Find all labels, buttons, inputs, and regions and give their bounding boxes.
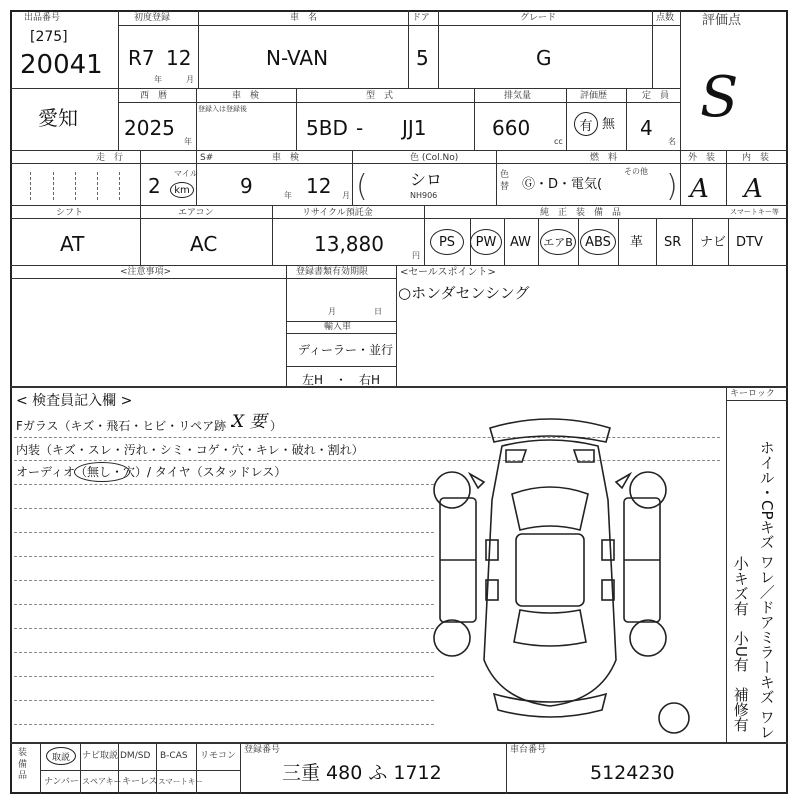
fuel-options: Ⓖ・D・電気( — [522, 177, 603, 192]
footer-item-remote: リモコン — [200, 751, 237, 761]
equip-pw — [470, 229, 502, 255]
exterior-value: A — [690, 174, 709, 204]
inspector-line3: オーディオ（無し・穴）/ タイヤ（スタッドレス） — [16, 465, 287, 479]
equip-abs — [580, 229, 616, 255]
footer-item-smartkey: スマートキー — [158, 777, 203, 786]
grade: G — [536, 46, 552, 70]
interior-label: 内 装 — [742, 153, 770, 163]
shift-value: AT — [60, 232, 85, 256]
history-label: 評価歴 — [580, 91, 608, 101]
shaken-month-unit: 月 — [342, 191, 350, 200]
lot-number: 20041 — [20, 50, 103, 80]
spare-tire-icon — [656, 700, 692, 736]
capacity-unit: 名 — [668, 137, 676, 146]
model-code: JJ1 — [402, 116, 427, 140]
handle-value: 左H ・ 右H — [302, 373, 381, 387]
inspector-line1: Fガラス（キズ・飛石・ヒビ・リペア跡・ — [16, 419, 239, 433]
capacity-label: 定 員 — [642, 91, 670, 101]
recycle-label: リサイクル預託金 — [302, 208, 373, 218]
mileage-label: 走 行 — [96, 153, 124, 163]
aircon-value: AC — [190, 232, 218, 256]
color-value: シロ — [410, 170, 443, 189]
shift-label: シフト — [56, 208, 84, 218]
notes-label: <注意事項> — [120, 267, 172, 277]
model-dash: - — [356, 116, 364, 140]
model-prefix: 5BD — [306, 116, 348, 140]
capacity: 4 — [640, 116, 653, 140]
mileage-digit-grid — [30, 172, 141, 200]
footer-item-navi-manual: ナビ取説 — [82, 751, 119, 761]
chassis-value: 5124230 — [590, 762, 675, 784]
recycle-value: 13,880 — [314, 232, 384, 256]
car-name: N-VAN — [266, 46, 329, 70]
footer-side-label: 装備品 — [18, 748, 28, 782]
shaken-year: 9 — [240, 174, 253, 198]
equip-aw: AW — [510, 235, 532, 250]
reg-period-label: 登録書類有効期限 — [296, 267, 369, 277]
import-value: ディーラー・並行 — [298, 343, 394, 357]
color-bracket-open: ( — [356, 169, 368, 204]
inspector-line1-mark: X 要 — [232, 412, 267, 432]
inspection-label: 車 検 — [232, 91, 260, 101]
displacement-label: 排気量 — [504, 91, 532, 101]
keylock-label: キーロック — [730, 389, 775, 399]
equip-pw-label: PW — [475, 234, 497, 250]
smartkey-label: スマートキー等 — [730, 208, 779, 216]
sales-label: <セールスポイント> — [400, 267, 496, 278]
history-yes: 有 — [579, 118, 593, 134]
year-label: 西 暦 — [140, 91, 168, 101]
inspection-note: 登録入は登録後 — [198, 105, 247, 113]
equipment-label: 純 正 装 備 品 — [540, 208, 622, 218]
reg-month-unit: 月 — [328, 307, 336, 316]
score-label: 評価点 — [702, 13, 742, 28]
shaken-year-unit: 年 — [284, 191, 292, 200]
displacement: 660 — [492, 116, 531, 140]
car-diagram — [430, 410, 670, 740]
score-col-label: 点数 — [656, 13, 675, 23]
inspector-line2: 内装（キズ・スレ・汚れ・シミ・コゲ・穴・キレ・破れ・割れ） — [16, 443, 364, 457]
mile-label: マイル — [174, 169, 198, 178]
legend-col1: ホイル・CPキズ ワレ／ドアミラーキズ ワレ — [757, 440, 776, 740]
footer-item-keyless: キーレス — [122, 777, 158, 787]
car-name-label: 車 名 — [290, 13, 318, 23]
legend-col2: 小キズ有 小U有 補修有 — [731, 556, 750, 732]
footer-item-number: ナンバー — [44, 777, 79, 787]
equip-airbag-label: エアB — [543, 236, 573, 249]
shaken-label: 車 検 — [272, 153, 300, 163]
equip-leather: 革 — [630, 235, 644, 250]
footer-item-dm-sd: DM/SD — [120, 751, 151, 761]
km-circle — [170, 182, 194, 198]
history-no: 無 — [602, 117, 616, 132]
first-reg-year-unit: 年 — [154, 75, 162, 84]
aircon-label: エアコン — [178, 208, 214, 218]
prefecture: 愛知 — [38, 106, 78, 130]
equip-dtv: DTV — [736, 235, 763, 250]
history-yes-circle — [574, 112, 598, 136]
color-label: 色 (Col.No) — [410, 153, 459, 163]
footer-item-spare-key: スペアキー — [82, 777, 122, 786]
year-unit: 年 — [184, 137, 192, 146]
first-reg-label: 初度登録 — [134, 13, 171, 23]
plate-value: 三重 480 ふ 1712 — [282, 762, 442, 784]
interior-value: A — [744, 174, 763, 204]
chassis-label: 車台番号 — [510, 745, 547, 755]
plate-label: 登録番号 — [244, 745, 281, 755]
import-label: 輸入車 — [324, 322, 352, 332]
exterior-label: 外 装 — [688, 153, 716, 163]
shaken-month: 12 — [306, 174, 332, 198]
cc-unit: cc — [554, 137, 563, 146]
mileage-value: 2 — [148, 174, 161, 198]
fuel-other-label: その他 — [624, 167, 648, 176]
recycle-unit: 円 — [412, 251, 420, 260]
km-label: km — [174, 184, 190, 196]
first-reg-month: 12 — [166, 46, 192, 70]
year-value: 2025 — [124, 116, 175, 140]
footer-item-bcas: B-CAS — [160, 751, 188, 761]
color-change-label: 色替 — [500, 170, 510, 192]
model-label: 型 式 — [366, 91, 394, 101]
color-code: NH906 — [410, 191, 438, 200]
lot-bracket: [275] — [30, 29, 68, 45]
equip-ps-label: PS — [438, 234, 456, 250]
equip-navi: ナビ — [700, 235, 727, 250]
grade-label: グレード — [520, 13, 557, 23]
sales-point: ○ホンダセンシング — [398, 284, 530, 302]
inspector-title: < 検査員記入欄 > — [16, 393, 133, 409]
equip-airbag — [540, 229, 576, 255]
doors: 5 — [416, 46, 429, 70]
footer-item-manual-label: 取説 — [51, 752, 70, 763]
inspector-line1-end: ） — [270, 419, 283, 433]
footer-item-manual — [46, 747, 76, 765]
fuel-label: 燃 料 — [590, 153, 618, 163]
sticker-label: S# — [200, 153, 214, 163]
reg-day-unit: 日 — [374, 307, 382, 316]
audio-circle-mark — [74, 462, 130, 482]
fuel-bracket-close: ) — [666, 169, 678, 204]
lot-label: 出品番号 — [24, 13, 61, 23]
equip-ps — [430, 229, 464, 255]
score-value: S — [700, 65, 739, 130]
equip-abs-label: ABS — [585, 234, 611, 250]
first-reg-month-unit: 月 — [186, 75, 194, 84]
equip-sr: SR — [664, 235, 682, 250]
doors-label: ドア — [412, 13, 430, 23]
first-reg-era: R7 — [128, 46, 155, 70]
